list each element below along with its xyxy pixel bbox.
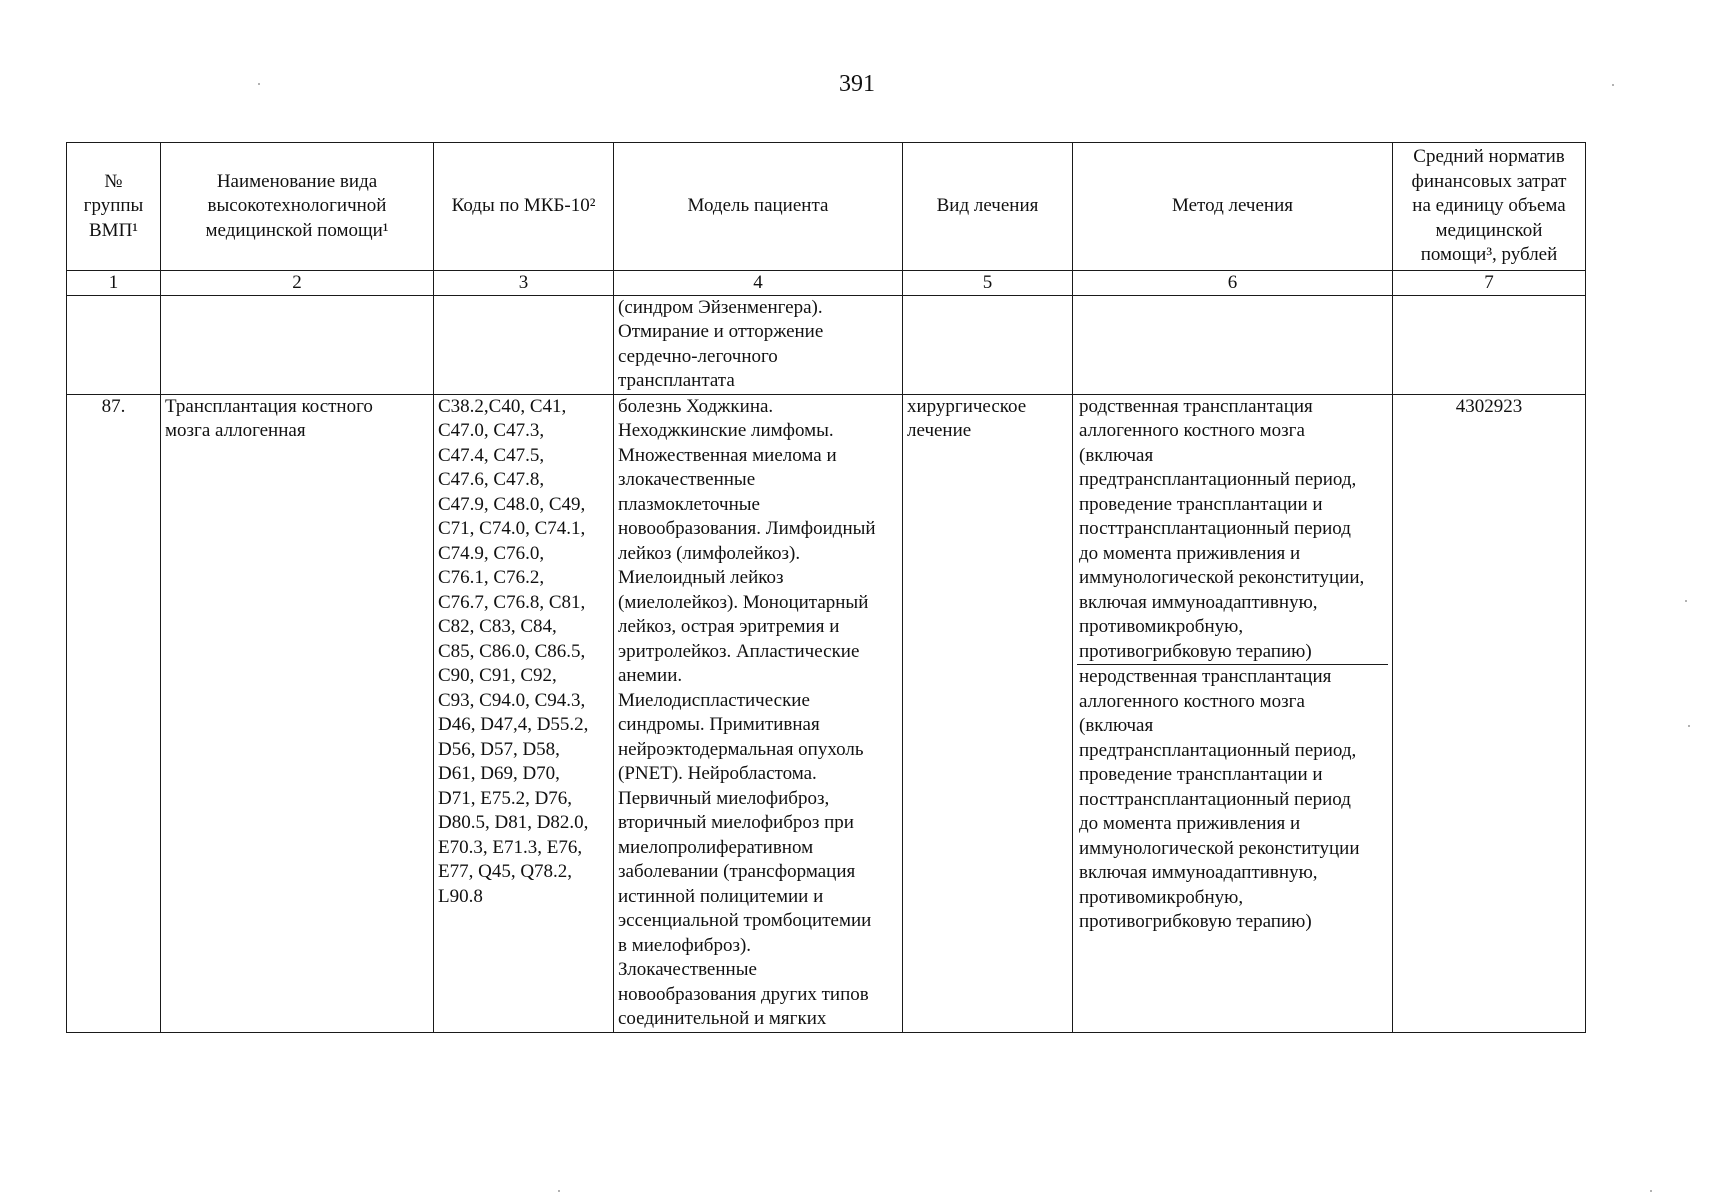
method-related-transplant: родственная трансплантация аллогенного костного мозга (включая предтрансплантационный период, проведение трансплантации и посттрансплантационный период до момента приживления и иммунологической реконституции, включая иммуноадаптивную, противомикробную, противогрибковую терапию) — [1077, 395, 1388, 666]
row-care-type-name: Трансплантация костного мозга аллогенная — [161, 394, 434, 1032]
scan-speck — [1688, 725, 1690, 727]
row-patient-model: болезнь Ходжкина. Неходжкинские лимфомы. Множественная миелома и злокачественные плазмоклеточные новообразования. Лимфоидный лейкоз (лимфолейкоз). Миелоидный лейкоз (миелолейкоз). Моноцитарный лейкоз, острая эритремия и эритролейкоз. Апластические анемии. Миелодиспластические синдромы. Примитивная нейроэктодермальная опухоль (PNET). Нейробластома. Первичный миелофиброз, вторичный миелофиброз при миелопролиферативном заболевании (трансформация истинной полицитемии и эссенциальной тромбоцитемии в миелофиброз). Злокачественные новообразования других типов соединительной и мягких — [614, 394, 903, 1032]
header-patient-model: Модель пациента — [614, 143, 903, 271]
row-icd-codes: C38.2,C40, C41, C47.0, C47.3, C47.4, C47.5, C47.6, C47.8, C47.9, C48.0, C49, C71, C74.0, C74.1, C74.9, C76.0, C76.1, C76.2, C76.7, C76.8, C81, C82, C83, C84, C85, C86.0, C86.5, C90, C91, C92, C93, C94.0, C94.3, D46, D47,4, D55.2, D56, D57, D58, D61, D69, D70, D71, E75.2, D76, D80.5, D81, D82.0, E70.3, E71.3, E76, E77, Q45, Q78.2, L90.8 — [434, 394, 614, 1032]
column-number: 2 — [161, 270, 434, 295]
column-number: 5 — [903, 270, 1073, 295]
scan-speck — [258, 83, 260, 85]
header-row — [67, 143, 1586, 271]
scan-speck — [1612, 84, 1614, 86]
method-unrelated-transplant: неродственная трансплантация аллогенного костного мозга (включая предтрансплантационный период, проведение трансплантации и посттрансплантационный период до момента приживления и иммунологической реконституции включая иммуноадаптивную, противомикробную, противогрибковую терапию) — [1079, 666, 1360, 932]
page-number: 391 — [839, 71, 875, 97]
row-treatment-type: хирургическое лечение — [903, 394, 1073, 1032]
continuation-patient-model: (синдром Эйзенменгера). Отмирание и отторжение сердечно-легочного трансплантата — [614, 295, 903, 394]
column-number-row — [67, 270, 1586, 295]
column-number: 1 — [67, 270, 161, 295]
scan-speck — [558, 1190, 560, 1192]
continuation-row — [67, 295, 1586, 394]
table-cell — [903, 295, 1073, 394]
header-icd-codes: Коды по МКБ-10² — [434, 143, 614, 271]
header-average-cost: Средний норматив финансовых затрат на единицу объема медицинской помощи³, рублей — [1393, 143, 1586, 271]
header-treatment-method: Метод лечения — [1073, 143, 1393, 271]
table-cell — [67, 295, 161, 394]
column-number: 7 — [1393, 270, 1586, 295]
column-number: 3 — [434, 270, 614, 295]
column-number: 4 — [614, 270, 903, 295]
table-cell — [434, 295, 614, 394]
row-average-cost: 4302923 — [1393, 394, 1586, 1032]
row-treatment-methods — [1073, 394, 1393, 1032]
vmp-table — [66, 142, 1586, 1033]
row-group-number: 87. — [67, 394, 161, 1032]
scan-speck — [1685, 600, 1687, 602]
column-number: 6 — [1073, 270, 1393, 295]
table-cell — [1073, 295, 1393, 394]
scan-speck — [1650, 1190, 1652, 1192]
table-cell — [1393, 295, 1586, 394]
table-row-87 — [67, 394, 1586, 1032]
header-group-number: № группы ВМП¹ — [67, 143, 161, 271]
header-care-type-name: Наименование вида высокотехнологичной медицинской помощи¹ — [161, 143, 434, 271]
table-cell — [161, 295, 434, 394]
header-treatment-type: Вид лечения — [903, 143, 1073, 271]
